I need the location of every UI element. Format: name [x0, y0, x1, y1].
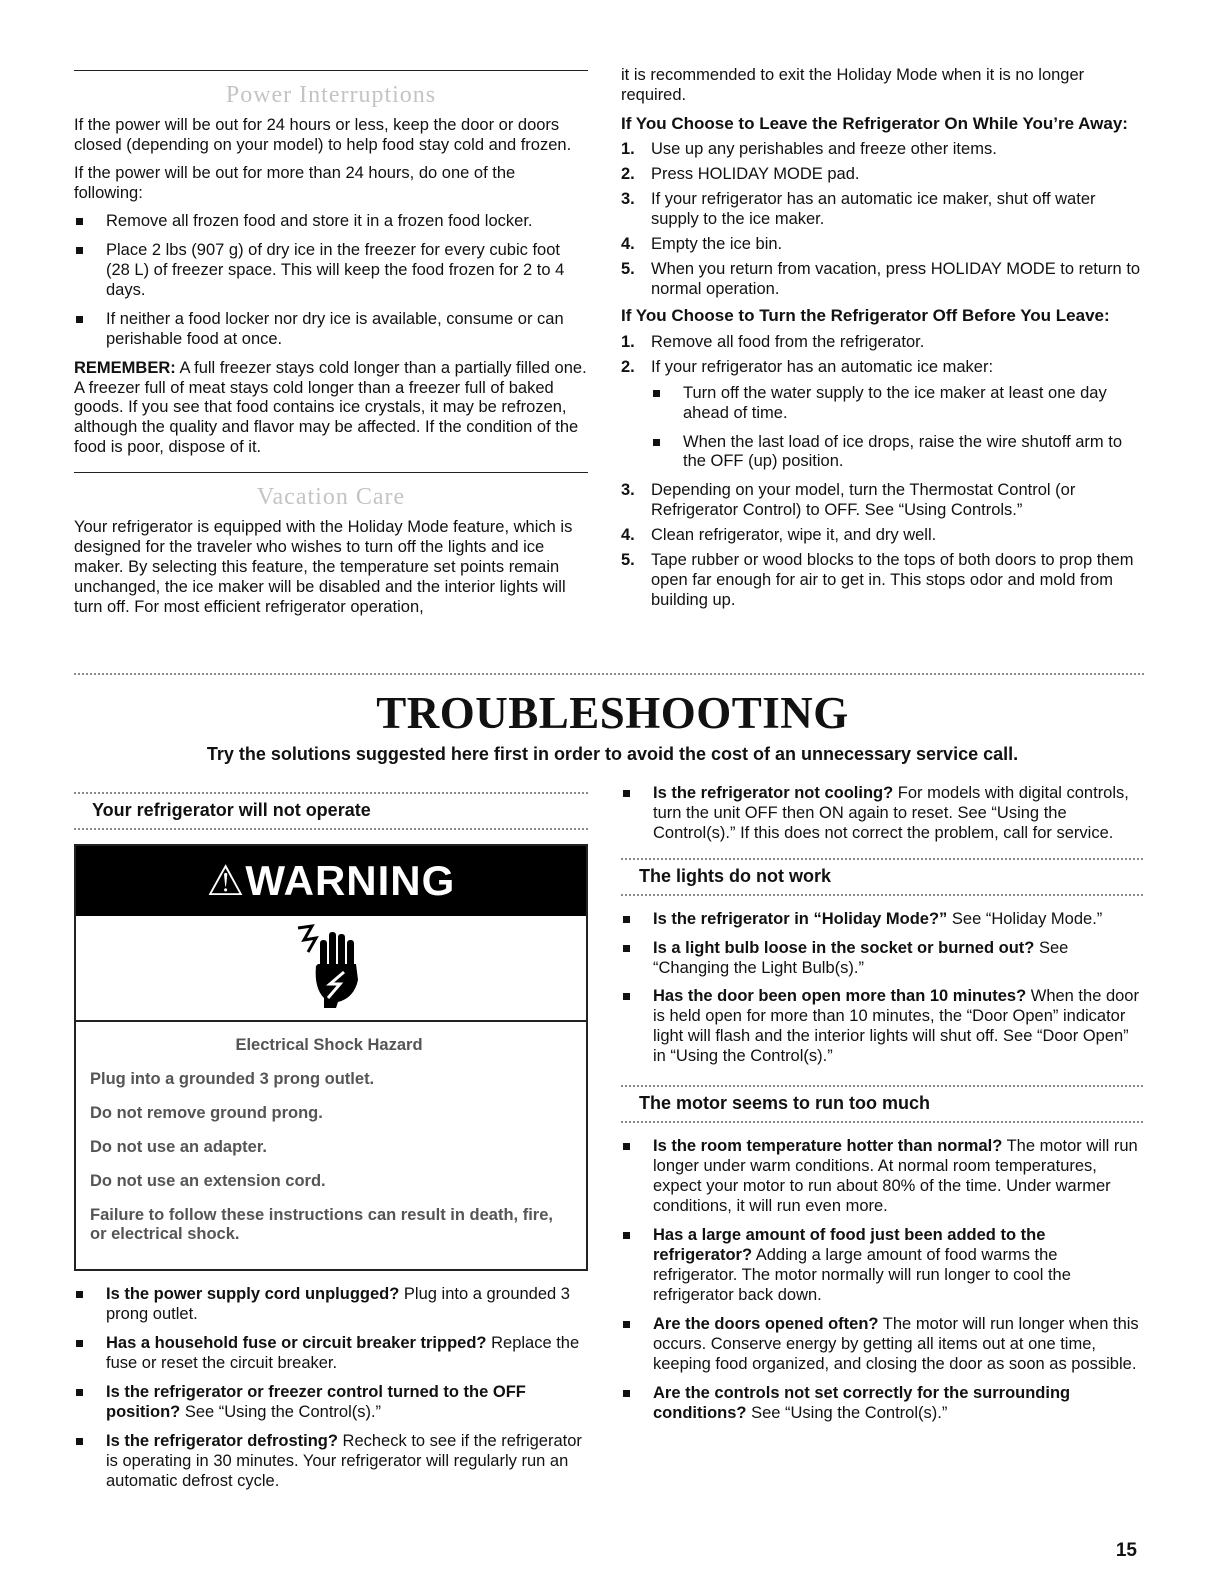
subheading-turn-off: If You Choose to Turn the Refrigerator Off Before You Leave: [621, 306, 1110, 326]
list-item: 4. Empty the ice bin. [621, 235, 783, 254]
list-item: Is the refrigerator in “Holiday Mode?” See “Holiday Mode.” [621, 910, 1143, 930]
list-item: 3. Depending on your model, turn the Thermostat Control (or Refrigerator Control) to OFF. See “Using Controls.” [621, 481, 1076, 520]
list-item: 2. If your refrigerator has an automatic ice maker: Turn off the water supply to the ice maker at least one day ahead of time. When the last load of ice drops, raise the wire shutoff arm to the OFF (up) position. [621, 358, 1143, 473]
list-item: Place 2 lbs (907 g) of dry ice in the freezer for every cubic foot (28 L) of freezer space. This will keep the food frozen for 2 to 4 days. [74, 241, 588, 301]
remember-label: REMEMBER: [74, 358, 176, 377]
page-subtitle: Try the solutions suggested here first in order to avoid the cost of an unnecessary service call. [206, 744, 1019, 764]
warning-icon-area [76, 916, 586, 1022]
list-item: 5. Tape rubber or wood blocks to the tops of both doors to prop them open far enough for air to get in. This stops odor and mold from building up. [621, 551, 1134, 610]
heading-motor: The motor seems to run too much [621, 1085, 1143, 1123]
list-item: 1. Use up any perishables and freeze other items. [621, 140, 997, 159]
paragraph: it is recommended to exit the Holiday Mode when it is no longer required. [621, 66, 1085, 104]
heading-lights: The lights do not work [621, 858, 1143, 896]
list-item: When the last load of ice drops, raise the wire shutoff arm to the OFF (up) position. [651, 433, 1143, 473]
page-number: 15 [1115, 1540, 1137, 1561]
list-item: Turn off the water supply to the ice maker at least one day ahead of time. [651, 384, 1143, 424]
section-title-vacation: Vacation Care [256, 484, 406, 511]
warning-line: Failure to follow these instructions can result in death, fire, or electrical shock. [90, 1205, 553, 1244]
remember-paragraph [74, 359, 588, 459]
electrical-shock-hand-icon [294, 922, 368, 1014]
list-item: Is the room temperature hotter than normal? The motor will run longer under warm conditions. At normal room temperatures, expect your motor to run about 80% of the time. Under warmer conditions, it will run even more. [621, 1137, 1143, 1217]
bullet-list [621, 784, 1143, 844]
numbered-list [621, 333, 1143, 611]
paragraph: Your refrigerator is equipped with the Holiday Mode feature, which is designed for the traveler who wishes to turn off the lights and ice maker. By selecting this feature, the temperature set points remain unchanged, the ice maker will be disabled and the interior lights will turn off. For most efficient refrigerator operation, [74, 518, 573, 617]
remember-text: A full freezer stays cold longer than a partially filled one. A freezer full of meat stays cold longer than a freezer full of baked goods. If you see that food contains ice crystals, it may be refrozen, although the quality and flavor may be affected. If the condition of the food is poor, dispose of it. [74, 358, 587, 457]
list-item: Are the doors opened often? The motor will run longer when this occurs. Conserve energy by getting all items out at one time, keeping food organized, and closing the door as soon as possible. [621, 1315, 1143, 1375]
list-item: Has a large amount of food just been added to the refrigerator? Adding a large amount of food warms the refrigerator. The motor normally will run longer to cool the refrigerator back down. [621, 1226, 1143, 1306]
list-item: Is the refrigerator not cooling? For models with digital controls, turn the unit OFF then ON again to reset. See “Using the Control(s).” If this does not correct the problem, call for service. [621, 784, 1143, 844]
list-item: If neither a food locker nor dry ice is available, consume or can perishable food at once. [74, 310, 588, 350]
section-title-power: Power Interruptions [225, 82, 437, 108]
list-item: Is the refrigerator defrosting? Recheck to see if the refrigerator is operating in 30 minutes. Your refrigerator will regularly run an automatic defrost cycle. [74, 1432, 588, 1492]
warning-text [76, 1022, 586, 1270]
paragraph: If the power will be out for more than 24 hours, do one of the following: [74, 163, 516, 202]
bullet-list [621, 910, 1143, 1068]
list-item: 3. If your refrigerator has an automatic ice maker, shut off water supply to the ice maker. [621, 190, 1096, 229]
section-divider [74, 472, 588, 473]
warning-line: Do not use an extension cord. [90, 1171, 326, 1190]
numbered-list [621, 140, 1143, 300]
bullet-list [74, 212, 588, 350]
hazard-title: Electrical Shock Hazard [235, 1035, 423, 1054]
heading-not-operate: Your refrigerator will not operate [74, 792, 588, 830]
bullet-list [621, 1137, 1143, 1423]
warning-line: Plug into a grounded 3 prong outlet. [90, 1069, 375, 1088]
top-left-column [74, 70, 588, 626]
list-item: Is the refrigerator or freezer control turned to the OFF position? See “Using the Control(s).” [74, 1383, 588, 1423]
list-item: Remove all frozen food and store it in a frozen food locker. [74, 212, 588, 232]
bottom-right-column [621, 784, 1143, 1432]
paragraph: If the power will be out for 24 hours or less, keep the door or doors closed (depending on your model) to help food stay cold and frozen. [74, 116, 572, 154]
list-item: 2. Press HOLIDAY MODE pad. [621, 165, 860, 184]
page-title: TROUBLESHOOTING [376, 688, 849, 738]
page-divider [74, 673, 1144, 675]
list-item: Are the controls not set correctly for the surrounding conditions? See “Using the Control(s).” [621, 1384, 1143, 1424]
bottom-left-column [74, 792, 588, 1501]
list-item: 4. Clean refrigerator, wipe it, and dry well. [621, 526, 937, 545]
sub-bullet-list [651, 384, 1143, 473]
warning-banner: ⚠WARNING [76, 846, 586, 916]
bullet-list [74, 1285, 588, 1492]
list-item: 5. When you return from vacation, press HOLIDAY MODE to return to normal operation. [621, 260, 1141, 299]
list-item: 1. Remove all food from the refrigerator. [621, 332, 925, 351]
list-item: Is a light bulb loose in the socket or burned out? See “Changing the Light Bulb(s).” [621, 939, 1143, 979]
list-item: Has a household fuse or circuit breaker tripped? Replace the fuse or reset the circuit breaker. [74, 1334, 588, 1374]
warning-line: Do not remove ground prong. [90, 1103, 323, 1122]
warning-box [74, 844, 588, 1272]
section-divider [74, 70, 588, 71]
warning-line: Do not use an adapter. [90, 1137, 267, 1156]
top-right-column [621, 66, 1143, 617]
subheading-leave-on: If You Choose to Leave the Refrigerator On While You’re Away: [621, 113, 1128, 133]
list-item: Has the door been open more than 10 minutes? When the door is held open for more than 10 minutes, the “Door Open” indicator light will flash and the interior lights will shut off. See “Door Open” in “Using the Control(s).” [621, 987, 1143, 1067]
list-item: Is the power supply cord unplugged? Plug into a grounded 3 prong outlet. [74, 1285, 588, 1325]
